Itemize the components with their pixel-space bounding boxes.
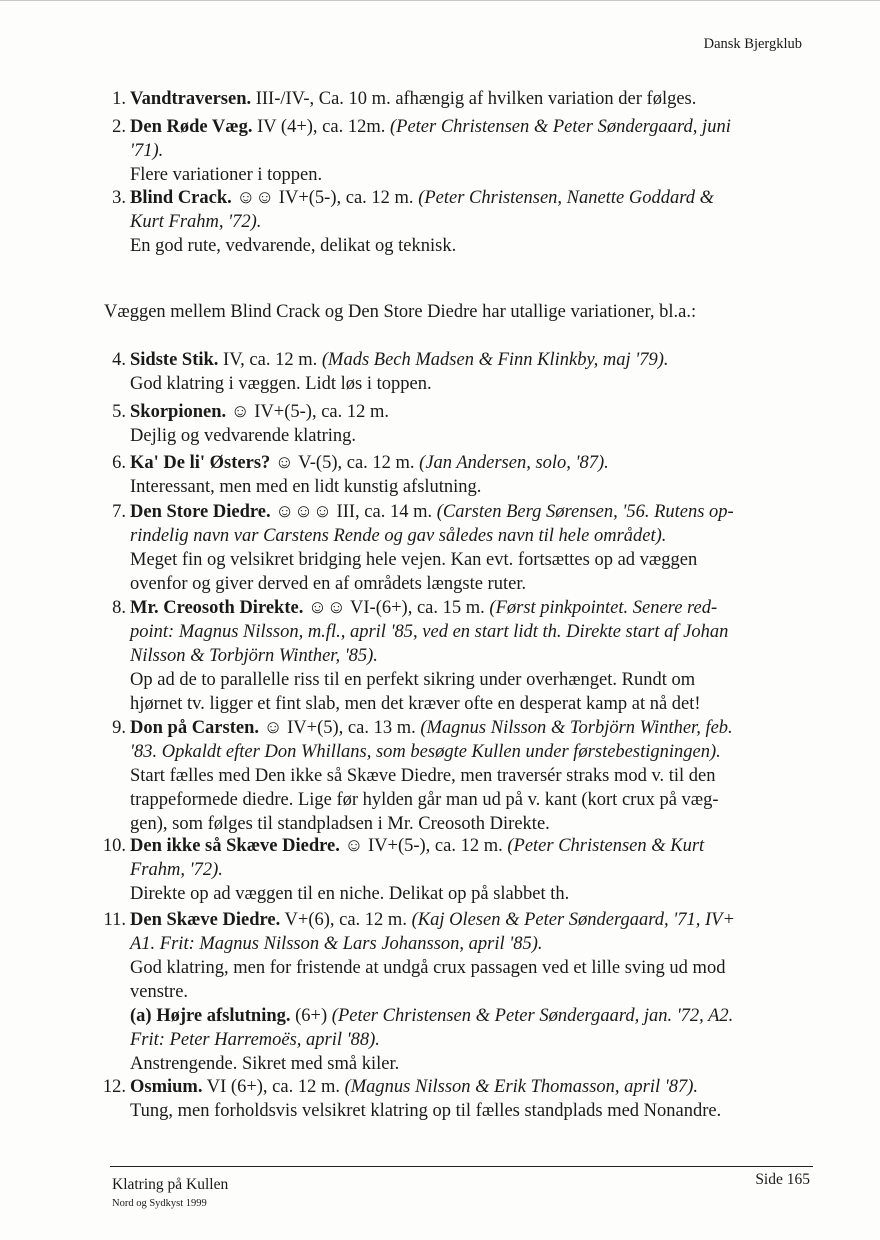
route-line xyxy=(130,115,810,139)
route-line xyxy=(130,882,810,906)
route-description: Flere variationer i toppen. xyxy=(130,165,323,185)
route-entry xyxy=(112,596,810,716)
route-entry xyxy=(112,716,810,836)
route-entry xyxy=(112,500,810,596)
route-description: Direkte op ad væggen til en niche. Delikat op på slabbet th. xyxy=(130,884,570,904)
route-line xyxy=(130,372,810,396)
route-line xyxy=(130,500,810,524)
route-name: Mr. Creosoth Direkte. xyxy=(130,598,304,618)
route-description: gen), som følges til standpladsen i Mr. Creosoth Direkte. xyxy=(130,814,550,834)
route-grade: III-/IV-, Ca. 10 m. afhængig af hvilken variation der følges. xyxy=(251,89,697,109)
route-line xyxy=(130,572,810,596)
route-line xyxy=(130,596,810,620)
route-line xyxy=(130,692,810,716)
route-number: 11. xyxy=(103,910,126,930)
route-description: Interessant, men med en lidt kunstig afslutning. xyxy=(130,477,482,497)
route-grade: ☺☺☺ III, ca. 14 m. xyxy=(270,502,437,522)
route-number: 2. xyxy=(112,117,126,137)
route-grade: ☺ V-(5), ca. 12 m. xyxy=(270,453,420,473)
route-number: 10. xyxy=(102,836,126,856)
route-name: Den Røde Væg. xyxy=(130,117,253,137)
route-name: Osmium. xyxy=(130,1077,203,1097)
route-number: 3. xyxy=(112,188,126,208)
route-grade: ☺ IV+(5), ca. 13 m. xyxy=(259,718,421,738)
route-name: Don på Carsten. xyxy=(130,718,259,738)
page-number: Side 165 xyxy=(755,1171,810,1188)
route-line xyxy=(130,858,810,882)
route-credit: (Jan Andersen, solo, '87). xyxy=(419,453,609,473)
footer-subtitle: Nord og Sydkyst 1999 xyxy=(112,1198,207,1209)
route-description: Dejlig og vedvarende klatring. xyxy=(130,426,357,446)
route-entry xyxy=(112,186,810,258)
route-number: 7. xyxy=(112,502,126,522)
route-grade: ☺ IV+(5-), ca. 12 m. xyxy=(226,402,390,422)
route-credit: (Peter Christensen & Peter Søndergaard, juni xyxy=(390,117,731,137)
route-grade: ☺☺ IV+(5-), ca. 12 m. xyxy=(231,188,419,208)
route-line xyxy=(130,620,810,644)
route-line xyxy=(130,139,810,163)
route-line xyxy=(130,956,810,980)
route-line xyxy=(130,908,810,932)
route-line xyxy=(130,644,810,668)
route-description: Meget fin og velsikret bridging hele vejen. Kan evt. fortsættes op ad væggen xyxy=(130,550,698,570)
route-line xyxy=(130,524,810,548)
route-description: God klatring i væggen. Lidt løs i toppen. xyxy=(130,374,432,394)
route-entry xyxy=(102,834,810,906)
route-line xyxy=(130,1075,810,1099)
route-line xyxy=(130,932,810,956)
route-number: 1. xyxy=(112,89,126,109)
route-line xyxy=(130,980,810,1004)
route-description: Op ad de to parallelle riss til en perfekt sikring under overhænget. Rundt om xyxy=(130,670,696,690)
route-line xyxy=(130,451,810,475)
route-credit: (Peter Christensen, Nanette Goddard & xyxy=(418,188,714,208)
route-credit: (Magnus Nilsson & Torbjörn Winther, feb. xyxy=(420,718,733,738)
route-line xyxy=(130,475,810,499)
route-line xyxy=(130,400,810,424)
route-credit: Frahm, '72). xyxy=(130,860,223,880)
route-line xyxy=(130,740,810,764)
route-grade: ☺☺ VI-(6+), ca. 15 m. xyxy=(303,598,490,618)
route-name: Blind Crack. xyxy=(130,188,232,208)
route-grade: IV (4+), ca. 12m. xyxy=(252,117,390,137)
route-line xyxy=(130,234,810,258)
route-number: 9. xyxy=(112,718,126,738)
route-credit: A1. Frit: Magnus Nilsson & Lars Johansson, april '85). xyxy=(130,934,543,954)
route-line xyxy=(130,764,810,788)
running-header: Dansk Bjergklub xyxy=(703,36,802,52)
route-name: Vandtraversen. xyxy=(130,89,252,109)
route-credit: (Peter Christensen & Peter Søndergaard, jan. '72, A2. xyxy=(331,1006,734,1026)
route-entry xyxy=(112,400,810,448)
route-line xyxy=(130,186,810,210)
route-description: trappeformede diedre. Lige før hylden går man ud på v. kant (kort crux på væg- xyxy=(130,790,719,810)
route-name: Den Skæve Diedre. xyxy=(130,910,281,930)
route-credit: (Peter Christensen & Kurt xyxy=(507,836,705,856)
route-line xyxy=(130,788,810,812)
route-line xyxy=(130,548,810,572)
route-line xyxy=(130,1099,810,1123)
route-credit: (Mads Bech Madsen & Finn Klinkby, maj '79). xyxy=(321,350,669,370)
route-credit: rindelig navn var Carstens Rende og gav således navn til hele området). xyxy=(130,526,667,546)
route-line xyxy=(130,1028,810,1052)
route-name: Den ikke så Skæve Diedre. xyxy=(130,836,340,856)
route-entry xyxy=(112,115,810,187)
route-entry xyxy=(112,348,810,396)
route-entry xyxy=(102,1075,810,1123)
route-grade: (6+) xyxy=(290,1006,332,1026)
route-grade: VI (6+), ca. 12 m. xyxy=(202,1077,345,1097)
route-description: God klatring, men for fristende at undgå crux passagen ved et lille sving ud mod xyxy=(130,958,726,978)
route-number: 6. xyxy=(112,453,126,473)
route-line xyxy=(130,812,810,836)
route-entry xyxy=(112,451,810,499)
route-description: En god rute, vedvarende, delikat og teknisk. xyxy=(130,236,457,256)
footer-book-title: Klatring på Kullen xyxy=(112,1176,229,1193)
route-line xyxy=(130,424,810,448)
route-number: 8. xyxy=(112,598,126,618)
route-credit: point: Magnus Nilsson, m.fl., april '85, ved en start lidt th. Direkte start af Johan xyxy=(130,622,729,642)
route-line xyxy=(130,834,810,858)
route-credit: (Først pinkpointet. Senere red- xyxy=(489,598,718,618)
route-number: 4. xyxy=(112,350,126,370)
route-name: Den Store Diedre. xyxy=(130,502,271,522)
route-credit: (Kaj Olesen & Peter Søndergaard, '71, IV+ xyxy=(411,910,735,930)
route-credit: '71). xyxy=(130,141,164,161)
route-line xyxy=(130,87,810,111)
route-name: Skorpionen. xyxy=(130,402,227,422)
route-credit: (Magnus Nilsson & Erik Thomasson, april '87). xyxy=(344,1077,699,1097)
route-credit: Nilsson & Torbjörn Winther, '85). xyxy=(130,646,378,666)
route-description: Tung, men forholdsvis velsikret klatring op til fælles standplads med Nonandre. xyxy=(130,1101,722,1121)
route-number: 12. xyxy=(102,1077,126,1097)
route-name: Sidste Stik. xyxy=(130,350,219,370)
route-line xyxy=(130,210,810,234)
route-description: ovenfor og giver derved en af områdets længste ruter. xyxy=(130,574,527,594)
route-line xyxy=(130,1004,810,1028)
route-description: venstre. xyxy=(130,982,189,1002)
route-description: Anstrengende. Sikret med små kiler. xyxy=(130,1054,400,1074)
route-credit: Frit: Peter Harremoës, april '88). xyxy=(130,1030,380,1050)
route-credit: '83. Opkaldt efter Don Whillans, som besøgte Kullen under førstebestigningen). xyxy=(130,742,721,762)
intro-paragraph: Væggen mellem Blind Crack og Den Store Diedre har utallige variationer, bl.a.: xyxy=(104,302,697,322)
page-top-edge xyxy=(0,0,880,1)
route-line xyxy=(130,668,810,692)
route-grade: IV, ca. 12 m. xyxy=(218,350,322,370)
route-credit: (Carsten Berg Sørensen, '56. Rutens op- xyxy=(436,502,734,522)
route-line xyxy=(130,716,810,740)
route-entry xyxy=(112,87,810,111)
route-credit: Kurt Frahm, '72). xyxy=(130,212,262,232)
footer-rule xyxy=(110,1166,813,1167)
route-grade: V+(6), ca. 12 m. xyxy=(280,910,412,930)
route-name: Ka' De li' Østers? xyxy=(130,453,271,473)
route-entry xyxy=(103,908,810,1076)
route-grade: ☺ IV+(5-), ca. 12 m. xyxy=(339,836,508,856)
route-line xyxy=(130,348,810,372)
route-name: (a) Højre afslutning. xyxy=(130,1006,291,1026)
route-description: Start fælles med Den ikke så Skæve Diedre, men traversér straks mod v. til den xyxy=(130,766,716,786)
route-description: hjørnet tv. ligger et fint slab, men det kræver ofte en desperat kamp at nå det! xyxy=(130,694,701,714)
route-line xyxy=(130,1052,810,1076)
route-line xyxy=(130,163,810,187)
route-number: 5. xyxy=(112,402,126,422)
